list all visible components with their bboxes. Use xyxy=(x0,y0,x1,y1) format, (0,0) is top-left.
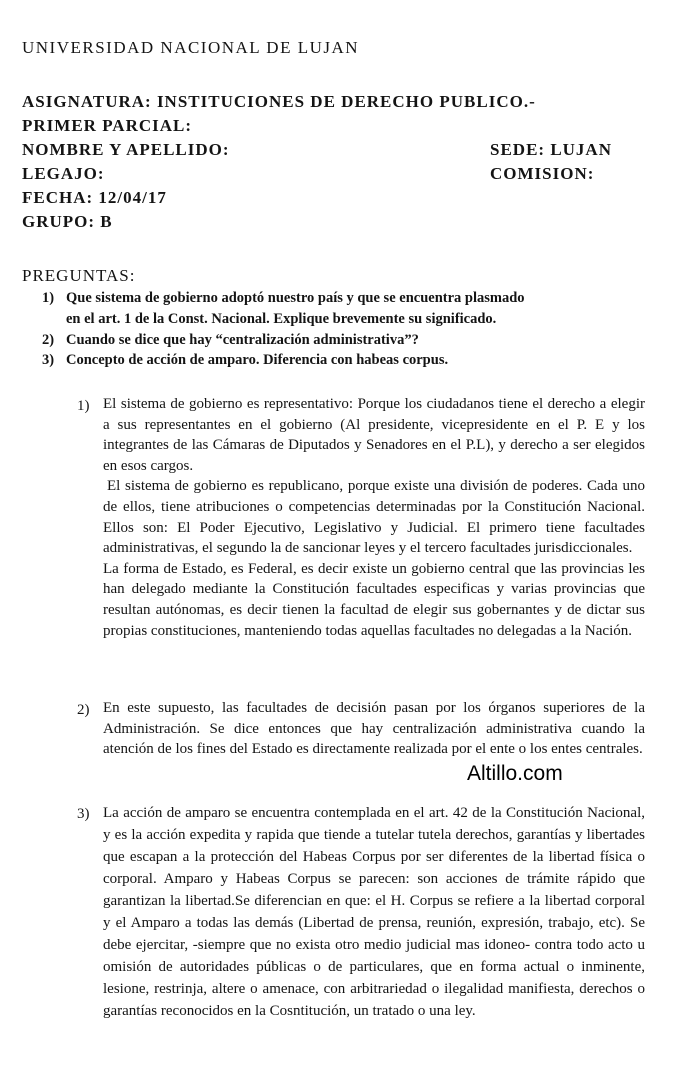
legajo-label: LEGAJO: xyxy=(22,164,105,183)
exam-line: PRIMER PARCIAL: xyxy=(22,116,193,135)
subject-line: ASIGNATURA: INSTITUCIONES DE DERECHO PUBLICO.- xyxy=(22,92,536,111)
answer-1 xyxy=(103,394,645,641)
answer-2-number: 2) xyxy=(77,702,90,718)
answer-1-paragraph-3: La forma de Estado, es Federal, es decir existe un gobierno central que las provincias les han delegado mediante la Constitución facultades especificas y varias provincias que resultan autónomas, es decir tienen la facultad de elegir sus gobernantes y de dictar sus propias constituciones, manteniendo todas aquellas facultades no delegadas a la Nación. xyxy=(103,560,645,639)
question-1-line-2: en el art. 1 de la Const. Nacional. Explique brevemente su significado. xyxy=(66,311,497,327)
date-line: FECHA: 12/04/17 xyxy=(22,188,167,207)
answer-2-paragraph: En este supuesto, las facultades de decisión pasan por los órganos superiores de la Administración. Se dice entonces que hay centralización administrativa cuando la atención de los fines del Estado es directamente realizada por el ente o los entes centrales. xyxy=(103,700,645,758)
answer-1-number: 1) xyxy=(77,398,90,414)
watermark-logo: Altillo.com xyxy=(467,762,563,785)
question-1-line-1: Que sistema de gobierno adoptó nuestro país y que se encuentra plasmado xyxy=(66,290,525,306)
group-line: GRUPO: B xyxy=(22,212,113,231)
name-label: NOMBRE Y APELLIDO: xyxy=(22,140,230,159)
comision-label: COMISION: xyxy=(490,164,595,183)
question-3-number: 3) xyxy=(42,352,55,368)
question-1-number: 1) xyxy=(42,290,55,306)
question-3: Concepto de acción de amparo. Diferencia con habeas corpus. xyxy=(66,352,449,368)
question-2: Cuando se dice que hay “centralización administrativa”? xyxy=(66,332,419,348)
question-2-number: 2) xyxy=(42,332,55,348)
answer-2 xyxy=(103,698,645,760)
answer-3-number: 3) xyxy=(77,806,90,822)
university-title: UNIVERSIDAD NACIONAL DE LUJAN xyxy=(22,38,360,57)
answer-1-paragraph-1: El sistema de gobierno es representativo: Porque los ciudadanos tiene el derecho a elegir a sus representantes en el gobierno (Al presidente, vicepresidente en el P. E y los integrantes de las Cámaras de Diputados y Senadores en el P.L), y derecho a ser elegidos en esos cargos. xyxy=(103,396,645,474)
sede-label: SEDE: LUJAN xyxy=(490,140,612,159)
answer-3-paragraph: La acción de amparo se encuentra contemplada en el art. 42 de la Constitución Nacional, y es la acción expedita y rapida que tiende a tutelar tutela derechos, garantías y libertades que escapan a la protección del Habeas Corpus por ser diferentes de la libertad física o corporal. Amparo y Habeas Corpus se parecen: son acciones de trámite rápido que garantizan la libertad.Se diferencian en que: el H. Corpus se refiere a la libertad corporal y el Amparo a todas las demás (Libertad de prensa, reunión, expresión, trabajo, etc). Se debe ejercitar, -siempre que no exista otro medio judicial mas idoneo- contra todo acto u omisión de autoridades públicas o de particulares, que en forma actual o inminente, lesione, restrinja, altere o amenace, con arbitrariedad o ilegalidad manifiesta, derechos o garantías reconocidos en la Cosntitución, un tratado o una ley. xyxy=(103,805,645,1019)
answer-3 xyxy=(103,802,645,1022)
questions-title: PREGUNTAS: xyxy=(22,266,136,285)
answer-1-paragraph-2: El sistema de gobierno es republicano, porque existe una división de poderes. Cada uno de ellos, tiene atribuciones o competencias determinadas por la Constitución Nacional. Ellos son: El Poder Ejecutivo, Legislativo y Judicial. El primero tiene facultades administrativas, el segundo la de sancionar leyes y el tercero facultades jurisdiccionales. xyxy=(103,478,645,557)
